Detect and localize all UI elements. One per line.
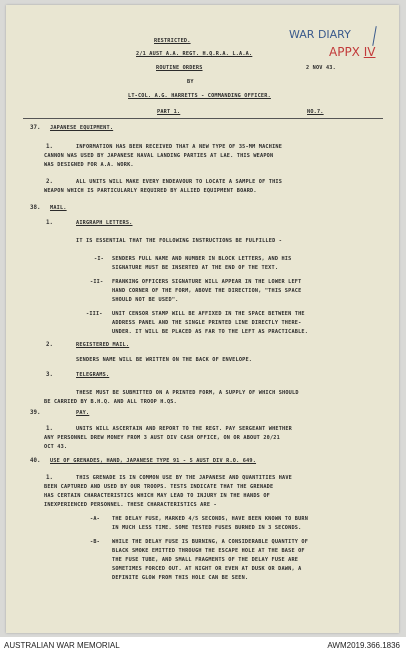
item-iii-line-3: UNDER. IT WILL BE PLACED AS FAR TO THE LEFT AS PRACTICABLE. [112,329,309,335]
item-iii-line-1: UNIT CENSOR STAMP WILL BE AFFIXED IN THE SPACE BETWEEN THE [112,311,305,317]
section-37-number: 37. [30,125,41,131]
item-ii-line-1: FRANKING OFFICERS SIGNATURE WILL APPEAR IN THE LOWER LEFT [112,279,302,285]
section-38-para-3-number: 3. [46,372,53,378]
item-i-marker: -I- [94,256,104,262]
grenade-line-3: HAS CERTAIN CHARACTERISTICS WHICH MAY LEAD TO INJURY IN THE HANDS OF [44,493,270,499]
section-40-number: 40. [30,458,41,464]
by-line: BY [187,79,194,85]
section-38-para-1-number: 1. [46,220,53,226]
section-37-para-1-line-2: CANNON WAS USED BY JAPANESE NAVAL LANDING PARTIES AT LAE. THIS WEAPON [44,153,274,159]
pay-line-2: ANY PERSONNEL DREW MONEY FROM 3 AUST DIV CASH OFFICE, ON OR ABOUT 20/21 [44,435,280,441]
war-diary-annotation: WAR DIARY [289,28,351,41]
item-b-line-1: WHILE THE DELAY FUSE IS BURNING, A CONSIDERABLE QUANTITY OF [112,539,309,545]
section-37-para-2-line-2: WEAPON WHICH IS PARTICULARLY REQUIRED BY ALLIED EQUIPMENT BOARD. [44,188,257,194]
commanding-officer: LT-COL. A.G. HARRETTS - COMMANDING OFFICER. [128,93,271,99]
section-39-number: 39. [30,410,41,416]
grenade-line-4: INEXPERIENCED PERSONNEL. THESE CHARACTERISTICS ARE - [44,502,217,508]
section-38-title: MAIL. [50,205,67,211]
item-b-line-2: BLACK SMOKE EMITTED THROUGH THE ESCAPE HOLE AT THE BASE OF [112,548,305,554]
appendix-label: APPX [329,45,360,59]
item-ii-line-2: HAND CORNER OF THE FORM, ABOVE THE DIRECTION, "THIS SPACE [112,288,302,294]
archive-footer [0,637,406,653]
registered-mail-text: SENDERS NAME WILL BE WRITTEN ON THE BACK OF ENVELOPE. [76,357,253,363]
pay-line-3: OCT 43. [44,444,68,450]
item-i-line-2: SIGNATURE MUST BE INSERTED AT THE END OF THE TEXT. [112,265,279,271]
item-b-marker: -B- [90,539,100,545]
section-39-para-1-number: 1. [46,426,53,432]
telegrams-line-1: THESE MUST BE SUBMITTED ON A PRINTED FORM, A SUPPLY OF WHICH SHOULD [76,390,299,396]
pencil-tick-mark [372,26,376,46]
section-37-title: JAPANESE EQUIPMENT. [50,125,114,131]
telegrams-title: TELEGRAMS. [76,372,110,378]
document-title: ROUTINE ORDERS [156,65,203,71]
grenade-line-1: THIS GRENADE IS IN COMMON USE BY THE JAPANESE AND QUANTITIES HAVE [76,475,293,481]
archive-name: AUSTRALIAN WAR MEMORIAL [4,641,120,650]
item-iii-line-2: ADDRESS PANEL AND THE SINGLE PRINTED LINE DIRECTLY THERE- [112,320,302,326]
section-38-number: 38. [30,205,41,211]
airgraph-intro: IT IS ESSENTIAL THAT THE FOLLOWING INSTRUCTIONS BE FULFILLED - [76,238,283,244]
item-a-line-2: IN MUCH LESS TIME. SOME TESTED FUSES BURNED IN 3 SECONDS. [112,525,302,531]
unit-name: 2/1 AUST A.A. REGT. H.Q.R.A. L.A.A. [136,51,253,57]
pay-line-1: UNITS WILL ASCERTAIN AND REPORT TO THE REGT. PAY SERGEANT WHETHER [76,426,293,432]
item-i-line-1: SENDERS FULL NAME AND NUMBER IN BLOCK LETTERS, AND HIS [112,256,292,262]
header-divider [23,118,383,119]
document-date: 2 NOV 43. [306,65,336,71]
classification-heading: RESTRICTED. [154,38,191,44]
section-37-para-1-line-3: WAS DESIGNED FOR A.A. WORK. [44,162,134,168]
item-ii-marker: -II- [90,279,104,285]
section-38-para-2-number: 2. [46,342,53,348]
document-page [6,5,399,633]
appendix-number: IV [363,45,376,59]
section-37-para-2-number: 2. [46,179,53,185]
archive-reference: AWM2019.366.1836 [327,641,400,650]
section-40-title: USE OF GRENADES, HAND, JAPANESE TYPE 91 - 5 AUST DIV R.O. 649. [50,458,257,464]
section-37-para-2-line-1: ALL UNITS WILL MAKE EVERY ENDEAVOUR TO LOCATE A SAMPLE OF THIS [76,179,283,185]
item-b-line-4: SOMETIMES FORCED OUT. AT NIGHT OR EVEN AT DUSK OR DAWN, A [112,566,302,572]
airgraph-letters-title: AIRGRAPH LETTERS. [76,220,133,226]
item-a-line-1: THE DELAY FUSE, MARKED 4/5 SECONDS, HAVE BEEN KNOWN TO BURN [112,516,309,522]
registered-mail-title: REGISTERED MAIL. [76,342,130,348]
grenade-line-2: BEEN CAPTURED AND USED BY OUR TROOPS. TESTS INDICATE THAT THE GRENADE [44,484,274,490]
section-37-para-1-line-1: INFORMATION HAS BEEN RECEIVED THAT A NEW TYPE OF 35-MM MACHINE [76,144,283,150]
item-b-line-5: DEFINITE GLOW FROM THIS HOLE CAN BE SEEN. [112,575,249,581]
appendix-annotation [329,45,375,59]
section-37-para-1-number: 1. [46,144,53,150]
item-ii-line-3: SHOULD NOT BE USED". [112,297,179,303]
item-iii-marker: -III- [86,311,103,317]
item-a-marker: -A- [90,516,100,522]
part-number: PART 1. [157,109,181,115]
section-39-title: PAY. [76,410,90,416]
item-b-line-3: THE FUSE TUBE, AND SMALL FRAGMENTS OF THE DELAY FUSE ARE [112,557,299,563]
telegrams-line-2: BE CARRIED BY B.H.Q. AND ALL TROOP H.QS. [44,399,177,405]
section-40-para-1-number: 1. [46,475,53,481]
order-number: NO.7. [307,109,324,115]
